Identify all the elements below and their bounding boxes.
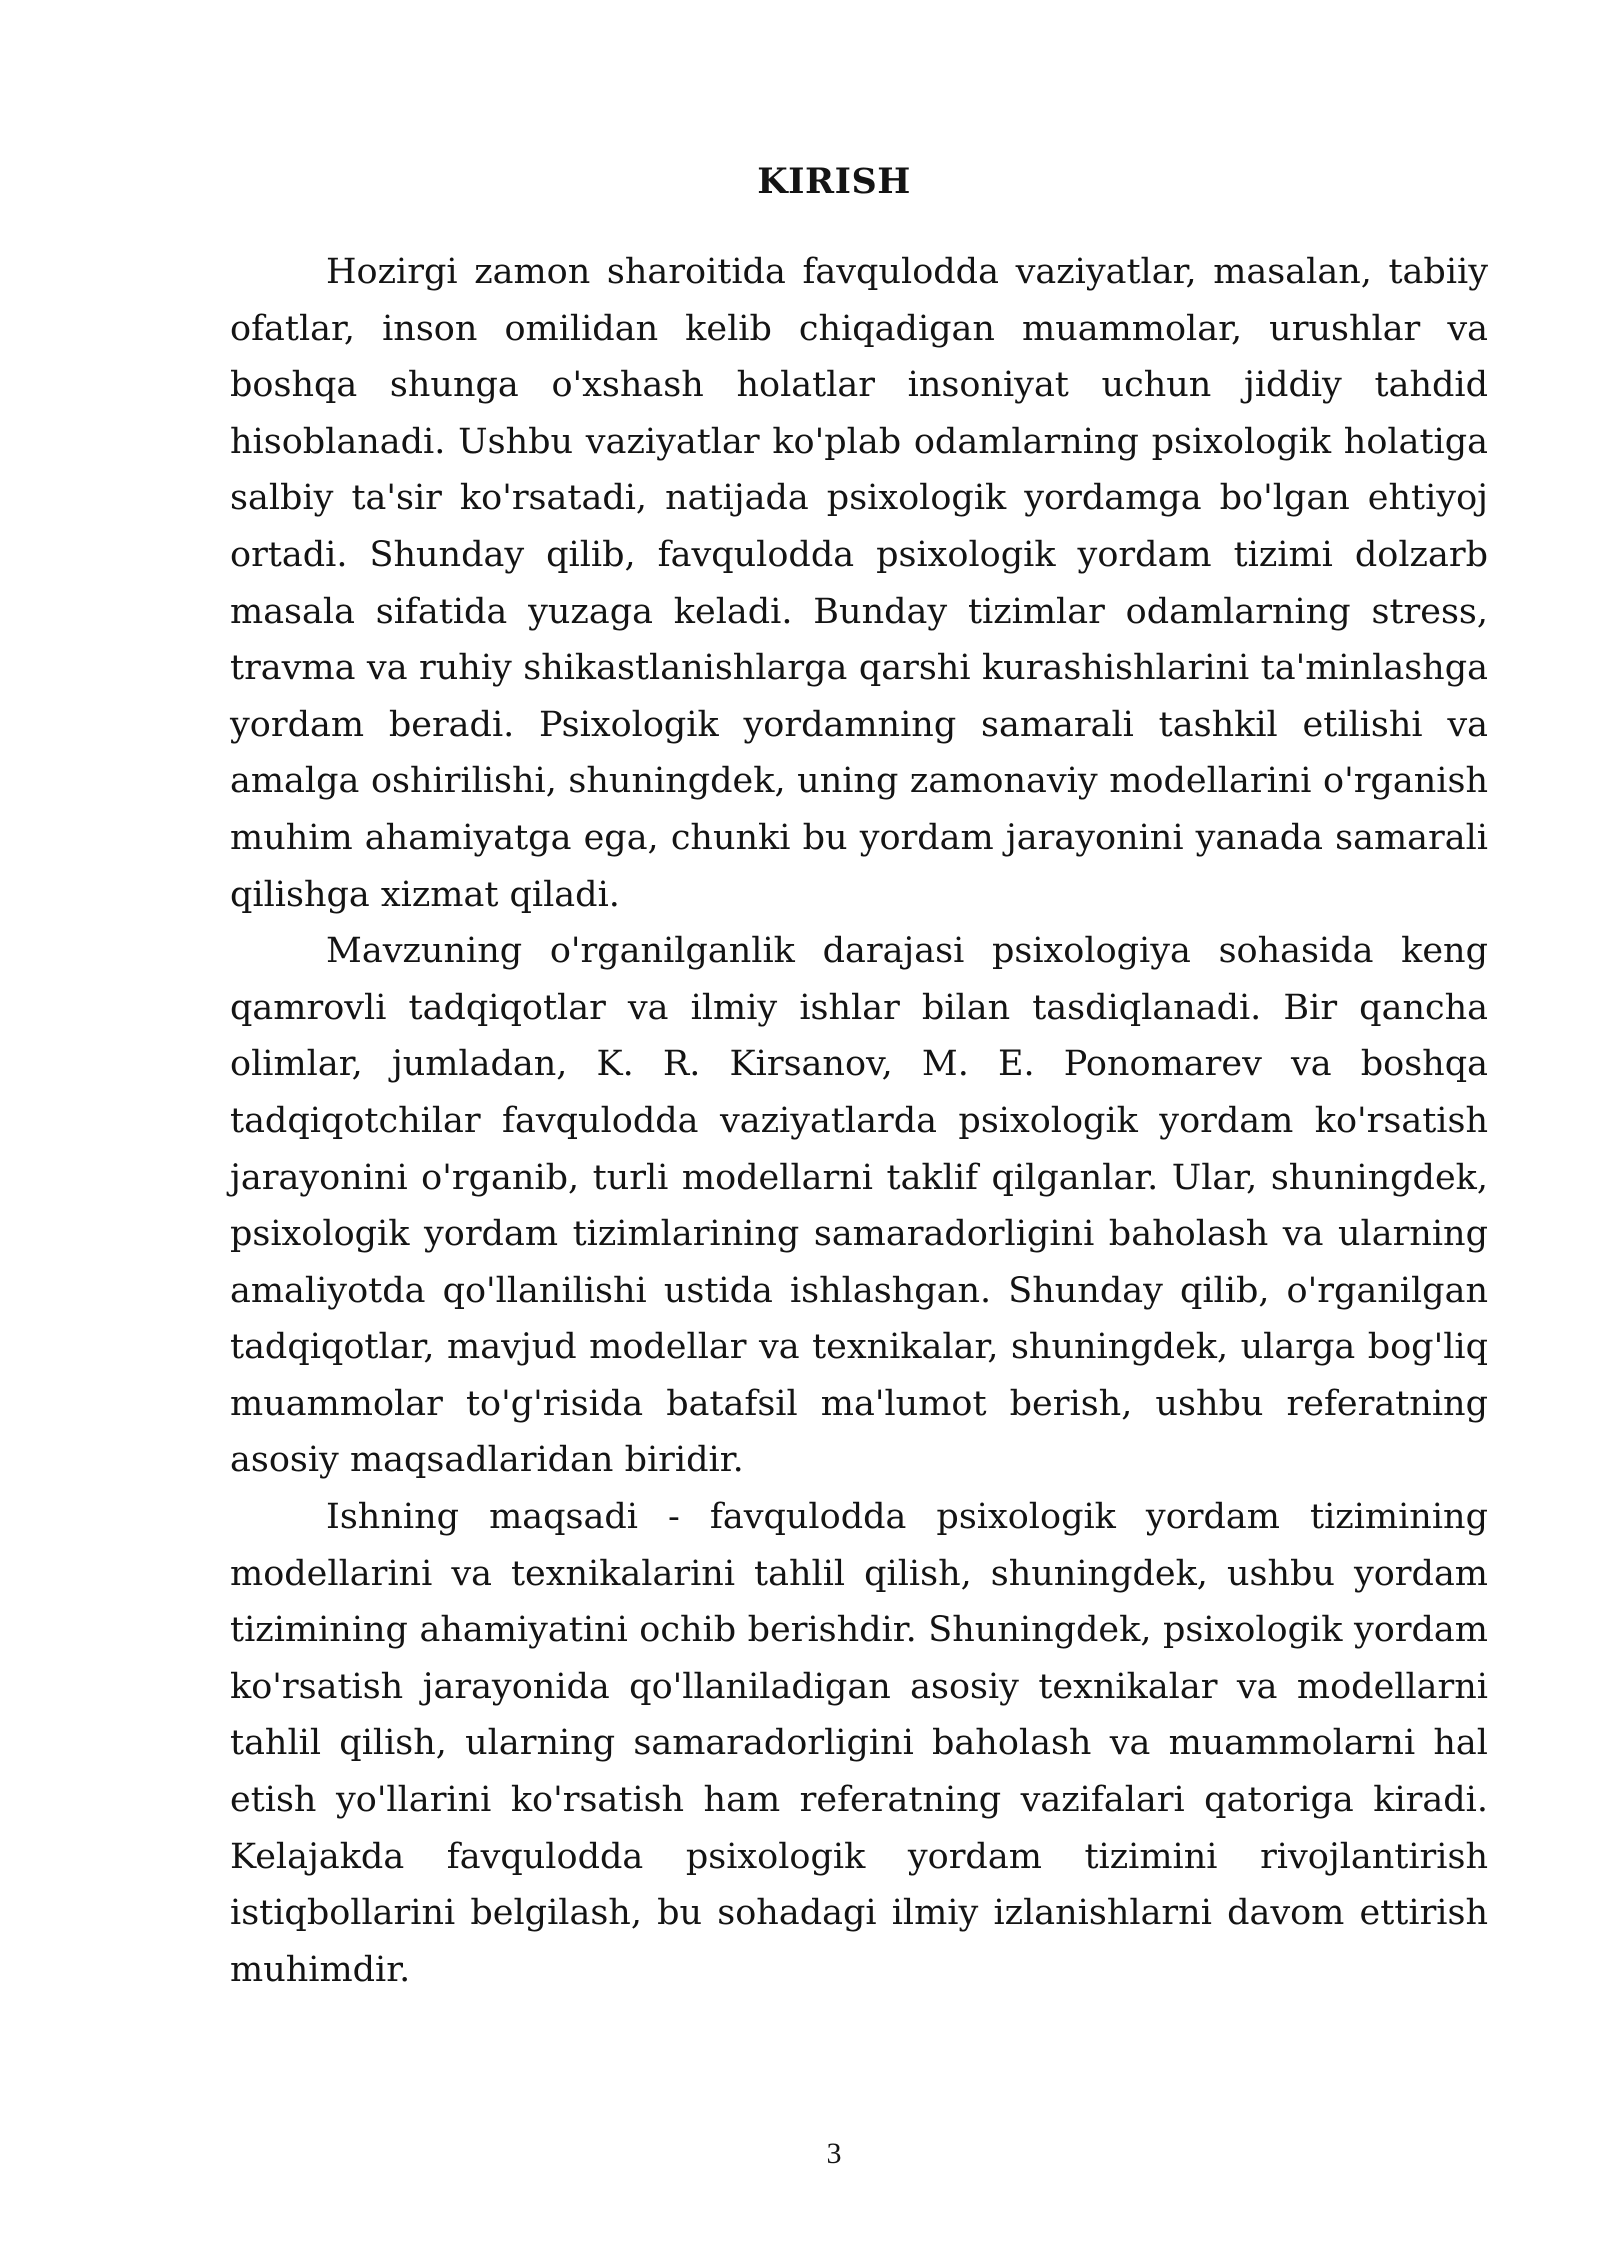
body-text	[230, 244, 1488, 1998]
paragraph-introduction: Hozirgi zamon sharoitida favqulodda vaziyatlar, masalan, tabiiy ofatlar, inson omilidan kelib chiqadigan muammolar, urushlar va boshqa shunga o'xshash holatlar insoniyat uchun jiddiy tahdid hisoblanadi. Ushbu vaziyatlar ko'plab odamlarning psixologik holatiga salbiy ta'sir ko'rsatadi, natijada psixologik yordamga bo'lgan ehtiyoj ortadi. Shunday qilib, favqulodda psixologik yordam tizimi dolzarb masala sifatida yuzaga keladi. Bunday tizimlar odamlarning stress, travma va ruhiy shikastlanishlarga qarshi kurashishlarini ta'minlashga yordam beradi. Psixologik yordamning samarali tashkil etilishi va amalga oshirilishi, shuningdek, uning zamonaviy modellarini o'rganish muhim ahamiyatga ega, chunki bu yordam jarayonini yanada samarali qilishga xizmat qiladi.	[230, 252, 1488, 915]
page-number: 3	[826, 2137, 842, 2170]
paragraph-work-goal: Ishning maqsadi - favqulodda psixologik yordam tizimining modellarini va texnikalarini tahlil qilish, shuningdek, ushbu yordam tizimining ahamiyatini ochib berishdir. Shuningdek, psixologik yordam ko'rsatish jarayonida qo'llaniladigan asosiy texnikalar va modellarni tahlil qilish, ularning samaradorligini baholash va muammolarni hal etish yo'llarini ko'rsatish ham referatning vazifalari qatoriga kiradi. Kelajakda favqulodda psixologik yordam tizimini rivojlantirish istiqbollarini belgilash, bu sohadagi ilmiy izlanishlarni davom ettirish muhimdir.	[230, 1497, 1488, 1990]
page-title: KIRISH	[757, 161, 911, 202]
paragraph-topic-study-level: Mavzuning o'rganilganlik darajasi psixologiya sohasida keng qamrovli tadqiqotlar va ilmiy ishlar bilan tasdiqlanadi. Bir qancha olimlar, jumladan, K. R. Kirsanov, M. E. Ponomarev va boshqa tadqiqotchilar favqulodda vaziyatlarda psixologik yordam ko'rsatish jarayonini o'rganib, turli modellarni taklif qilganlar. Ular, shuningdek, psixologik yordam tizimlarining samaradorligini baholash va ularning amaliyotda qo'llanilishi ustida ishlashgan. Shunday qilib, o'rganilgan tadqiqotlar, mavjud modellar va texnikalar, shuningdek, ularga bog'liq muammolar to'g'risida batafsil ma'lumot berish, ushbu referatning asosiy maqsadlaridan biridir.	[230, 931, 1488, 1481]
